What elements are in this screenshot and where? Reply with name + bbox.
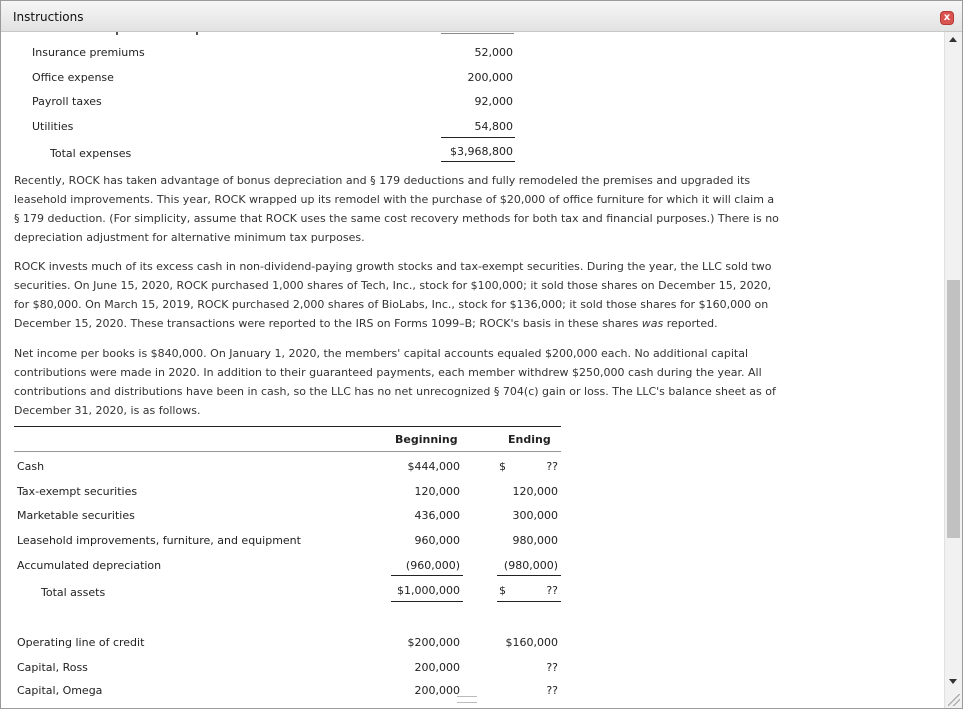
paragraph-text: reported.: [663, 317, 718, 330]
cut-off-rule: [441, 33, 514, 34]
row-label: Marketable securities: [17, 509, 135, 522]
row-label: Tax-exempt securities: [17, 485, 138, 498]
paragraph-line: contributions and distributions have been in cash, so the LLC has no net unrecognized § 704(c) gain or loss. The LLC's balance sheet as of: [14, 385, 776, 398]
ending-value: ??: [546, 684, 558, 697]
ending-value: ??: [546, 460, 558, 473]
subtotal-rule: [441, 137, 515, 138]
currency-symbol: $: [499, 584, 506, 597]
ending-value: 120,000: [512, 485, 558, 498]
beginning-value: 120,000: [414, 485, 460, 498]
window-title: Instructions: [13, 10, 84, 24]
row-label: Operating line of credit: [17, 636, 145, 649]
ending-value: $160,000: [505, 636, 558, 649]
paragraph-investments: [14, 257, 794, 333]
paragraph-capital: [14, 344, 794, 420]
beginning-value: 200,000: [414, 661, 460, 674]
column-header-beginning: Beginning: [395, 433, 458, 446]
total-rule: [441, 161, 515, 162]
ending-value: (980,000): [503, 559, 558, 572]
row-label: Accumulated depreciation: [17, 559, 162, 572]
paragraph-text: December 15, 2020. These transactions were reported to the IRS on Forms 1099–B; ROCK's basis in these shares: [14, 317, 642, 330]
row-label: Capital, Ross: [17, 661, 88, 674]
table-top-rule: [14, 426, 561, 427]
drag-handle[interactable]: [457, 696, 477, 703]
ending-value: ??: [546, 584, 558, 597]
row-label: Cash: [17, 460, 45, 473]
beginning-value: $444,000: [407, 460, 460, 473]
ending-value: 980,000: [512, 534, 558, 547]
subtotal-rule: [391, 575, 463, 576]
row-label: Leasehold improvements, furniture, and equipment: [17, 534, 301, 547]
scroll-up-icon[interactable]: [949, 37, 957, 42]
paragraph-line: Net income per books is $840,000. On January 1, 2020, the members' capital accounts equaled $200,000 each. No additional capital: [14, 347, 749, 360]
beginning-value: 200,000: [414, 684, 460, 697]
row-label: Total assets: [41, 586, 106, 599]
expense-label: Utilities: [32, 120, 74, 133]
header-rule: [14, 451, 561, 452]
expense-label: Office expense: [32, 71, 114, 84]
beginning-value: $1,000,000: [397, 584, 460, 597]
resize-grip-icon[interactable]: [948, 694, 960, 706]
ending-value: 300,000: [512, 509, 558, 522]
expense-label: Payroll taxes: [32, 95, 102, 108]
beginning-value: $200,000: [407, 636, 460, 649]
paragraph-line: December 31, 2020, is as follows.: [14, 404, 201, 417]
row-label: Capital, Omega: [17, 684, 103, 697]
cut-off-row-mark: [116, 32, 118, 35]
paragraph-remodel: [14, 171, 794, 247]
paragraph-line: leasehold improvements. This year, ROCK wrapped up its remodel with the purchase of $20,000 of office furniture for which it will claim a: [14, 193, 775, 206]
cut-off-row-mark: [196, 32, 198, 35]
emphasis-text: was: [641, 317, 664, 330]
column-header-ending: Ending: [508, 433, 551, 446]
paragraph-line: depreciation adjustment for alternative minimum tax purposes.: [14, 231, 365, 244]
expense-value: 54,800: [474, 120, 513, 133]
scrollbar-thumb[interactable]: [947, 280, 960, 538]
paragraph-line: contributions were made in 2020. In addition to their guaranteed payments, each member withdrew $250,000 cash during the year. All: [14, 366, 762, 379]
title-bar: [1, 1, 962, 32]
expense-value: 92,000: [474, 95, 513, 108]
content-area: [1, 32, 942, 708]
total-expenses-label: Total expenses: [50, 147, 132, 160]
expense-value: 200,000: [467, 71, 513, 84]
beginning-value: 436,000: [414, 509, 460, 522]
currency-symbol: $: [499, 460, 506, 473]
paragraph-line: Recently, ROCK has taken advantage of bonus depreciation and § 179 deductions and fully remodeled the premises and upgraded its: [14, 174, 751, 187]
paragraph-line: [14, 314, 794, 333]
close-icon[interactable]: x: [940, 11, 954, 25]
scroll-down-icon[interactable]: [949, 679, 957, 684]
beginning-value: (960,000): [405, 559, 460, 572]
paragraph-line: securities. On June 15, 2020, ROCK purchased 1,000 shares of Tech, Inc., stock for $100,000; it sold those shares on December 15, 2020,: [14, 279, 772, 292]
expense-value: 52,000: [474, 46, 513, 59]
subtotal-rule: [497, 575, 561, 576]
ending-value: ??: [546, 661, 558, 674]
vertical-scrollbar[interactable]: [944, 32, 962, 708]
total-expenses-value: $3,968,800: [450, 145, 513, 158]
beginning-value: 960,000: [414, 534, 460, 547]
paragraph-line: ROCK invests much of its excess cash in non-dividend-paying growth stocks and tax-exempt securities. During the year, the LLC sold two: [14, 260, 772, 273]
expense-label: Insurance premiums: [32, 46, 145, 59]
paragraph-line: for $80,000. On March 15, 2019, ROCK purchased 2,000 shares of BioLabs, Inc., stock for $136,000; it sold those shares for $160,000 on: [14, 298, 769, 311]
total-rule: [391, 601, 463, 602]
paragraph-line: § 179 deduction. (For simplicity, assume that ROCK uses the same cost recovery methods for both tax and financial purposes.) There is no: [14, 212, 779, 225]
total-rule: [497, 601, 561, 602]
